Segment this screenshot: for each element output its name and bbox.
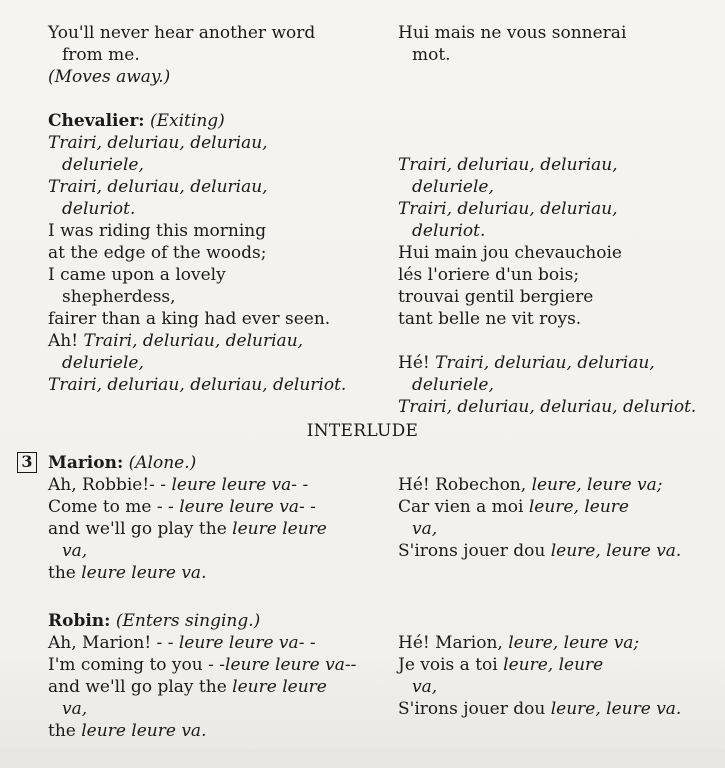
lyric-text: Je vois a toi xyxy=(398,655,504,675)
french-marion-section xyxy=(398,474,718,562)
lyric-line xyxy=(398,474,718,496)
lyric-line xyxy=(48,518,378,540)
page-bottom-edge xyxy=(0,750,725,768)
lyric-line: You'll never hear another word xyxy=(48,23,316,43)
lyric-text: leure leure va xyxy=(179,497,300,517)
lyric-line xyxy=(398,698,718,720)
lyric-text: the xyxy=(48,721,82,741)
lyric-line xyxy=(398,540,718,562)
lyric-text: leure leure va. xyxy=(81,563,207,583)
lyric-line: va, xyxy=(412,519,438,539)
lyric-line: va, xyxy=(62,541,88,561)
lyric-text: leure leure va. xyxy=(81,721,207,741)
lyric-line: deluriot. xyxy=(412,221,486,241)
spacer xyxy=(48,88,378,110)
lyric-line: deluriele, xyxy=(412,177,494,197)
speaker-name: Chevalier: xyxy=(48,111,145,131)
lyric-line: Trairi, deluriau, deluriau, xyxy=(48,177,268,197)
stage-direction: (Exiting) xyxy=(149,111,225,131)
speaker-line xyxy=(48,452,378,474)
lyric-line: shepherdess, xyxy=(62,287,176,307)
lyric-line xyxy=(48,676,378,698)
lyric-line xyxy=(48,330,378,352)
lyric-line xyxy=(48,632,378,654)
lyric-line: I came upon a lovely xyxy=(48,265,226,285)
lyric-text: Trairi, deluriau, deluriau, xyxy=(83,331,304,351)
lyric-line: lés l'oriere d'un bois; xyxy=(398,265,580,285)
lyric-text: Ah, Robbie!- - xyxy=(48,475,172,495)
french-column xyxy=(398,22,718,418)
lyric-text: S'irons jouer dou xyxy=(398,541,551,561)
lyric-text: Hé! Robechon, xyxy=(398,475,532,495)
lyric-text: Come to me - - xyxy=(48,497,180,517)
lyric-line: Trairi, deluriau, deluriau, xyxy=(398,199,618,219)
french-robin-section xyxy=(398,632,718,720)
stage-direction: (Enters singing.) xyxy=(115,611,261,631)
lyric-line: tant belle ne vit roys. xyxy=(398,309,582,329)
lyric-text: leure leure xyxy=(232,519,327,539)
lyric-line xyxy=(48,654,378,676)
lyric-text: - - xyxy=(291,475,309,495)
lyric-line xyxy=(398,654,718,676)
lyric-line xyxy=(48,562,378,584)
lyric-text: - - xyxy=(299,497,316,517)
stage-direction: (Moves away.) xyxy=(48,67,171,87)
lyric-line: va, xyxy=(62,699,88,719)
lyric-line: Trairi, deluriau, deluriau, deluriot. xyxy=(398,397,697,417)
lyric-line: at the edge of the woods; xyxy=(48,243,267,263)
lyric-line: deluriele, xyxy=(62,155,144,175)
lyric-line: Trairi, deluriau, deluriau, deluriot. xyxy=(48,375,347,395)
lyric-line xyxy=(48,474,378,496)
lyric-text: I'm coming to you - - xyxy=(48,655,226,675)
lyric-text: leure, leure va; xyxy=(508,633,640,653)
lyric-line: trouvai gentil bergiere xyxy=(398,287,594,307)
lyric-text: Car vien a moi xyxy=(398,497,529,517)
lyric-text: leure, leure va. xyxy=(550,699,682,719)
speaker-name: Marion: xyxy=(48,453,124,473)
lyric-line xyxy=(48,496,378,518)
lyric-text: leure, leure va. xyxy=(550,541,682,561)
lyric-text: Ah! xyxy=(48,331,84,351)
lyric-text: Ah, Marion! - - xyxy=(48,633,179,653)
lyric-line xyxy=(398,352,718,374)
lyric-line: deluriele, xyxy=(412,375,494,395)
lyric-line: deluriele, xyxy=(62,353,144,373)
spacer xyxy=(398,330,718,352)
english-marion-section xyxy=(48,452,378,584)
spacer xyxy=(398,66,718,154)
lyric-text: leure leure xyxy=(232,677,327,697)
lyric-text: leure, leure va; xyxy=(531,475,663,495)
lyric-line: Hui mais ne vous sonnerai xyxy=(398,23,627,43)
lyric-line: Trairi, deluriau, deluriau, xyxy=(398,155,618,175)
english-column xyxy=(48,22,378,396)
english-robin-section xyxy=(48,610,378,742)
lyric-text: and we'll go play the xyxy=(48,519,233,539)
lyric-text: Hé! Marion, xyxy=(398,633,509,653)
lyric-text: - - xyxy=(298,633,316,653)
lyric-text: leure leure va xyxy=(178,633,299,653)
stage-direction: (Alone.) xyxy=(128,453,197,473)
lyric-line: va, xyxy=(412,677,438,697)
lyric-line xyxy=(48,720,378,742)
lyric-text: leure leure va xyxy=(225,655,345,675)
speaker-name: Robin: xyxy=(48,611,111,631)
track-number-badge: 3 xyxy=(17,452,37,473)
lyric-text: Hé! xyxy=(398,353,436,373)
lyric-text: -- xyxy=(344,655,357,675)
lyric-line: Trairi, deluriau, deluriau, xyxy=(48,133,268,153)
lyric-text: and we'll go play the xyxy=(48,677,233,697)
lyric-line: deluriot. xyxy=(62,199,136,219)
lyric-text: leure, leure xyxy=(528,497,629,517)
lyric-line xyxy=(398,632,718,654)
lyric-line xyxy=(398,496,718,518)
lyric-text: Trairi, deluriau, deluriau, xyxy=(435,353,655,373)
lyric-line: from me. xyxy=(62,45,140,65)
lyric-line: Hui main jou chevauchoie xyxy=(398,243,622,263)
lyric-text: S'irons jouer dou xyxy=(398,699,551,719)
lyric-text: the xyxy=(48,563,82,583)
interlude-heading: INTERLUDE xyxy=(306,421,419,441)
lyric-line: fairer than a king had ever seen. xyxy=(48,309,331,329)
lyric-line: mot. xyxy=(412,45,451,65)
lyric-text: leure, leure xyxy=(503,655,604,675)
lyric-line: I was riding this morning xyxy=(48,221,267,241)
speaker-line xyxy=(48,610,378,632)
speaker-line xyxy=(48,110,378,132)
lyric-text: leure leure va xyxy=(171,475,292,495)
